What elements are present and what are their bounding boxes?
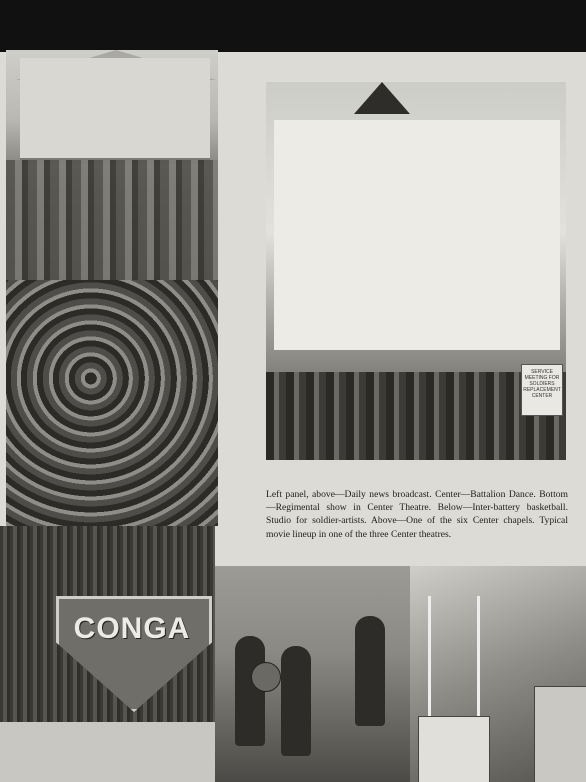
stage-front (0, 722, 215, 782)
photo-chapel (266, 82, 566, 460)
broadcast-building (20, 58, 210, 164)
caption-line: Left panel, above—Daily news broadcast. Center—Battalion Dance. (266, 489, 536, 500)
listening-crowd (6, 160, 218, 280)
basketball (251, 662, 281, 692)
photo-basketball (215, 566, 410, 782)
show-banner-text: CONGA (73, 612, 191, 645)
service-sign: SERVICE MEETING FOR SOLDIERS REPLACEMENT CENTER (521, 364, 563, 416)
photo-artist-studio (410, 566, 586, 782)
top-black-band (0, 0, 586, 52)
photo-regimental-show (0, 526, 215, 782)
player-figure (355, 616, 385, 726)
caption-line: basketball. Studio for soldier-artists. Above—One of the six Center (266, 502, 568, 527)
chapel-steeple (354, 82, 410, 114)
painting-canvas (534, 686, 586, 782)
chapel-building (274, 120, 560, 350)
painting-canvas (418, 716, 490, 782)
photo-caption (266, 488, 568, 541)
photo-battalion-dance (6, 280, 218, 526)
caption-line: chapels. Typical movie lineup in one of the three Center theatres. (266, 515, 568, 540)
caption-line: Bottom—Regimental show in Center Theatre. Below—Inter-battery (266, 489, 568, 514)
player-figure (281, 646, 311, 756)
photo-news-broadcast (6, 50, 218, 280)
